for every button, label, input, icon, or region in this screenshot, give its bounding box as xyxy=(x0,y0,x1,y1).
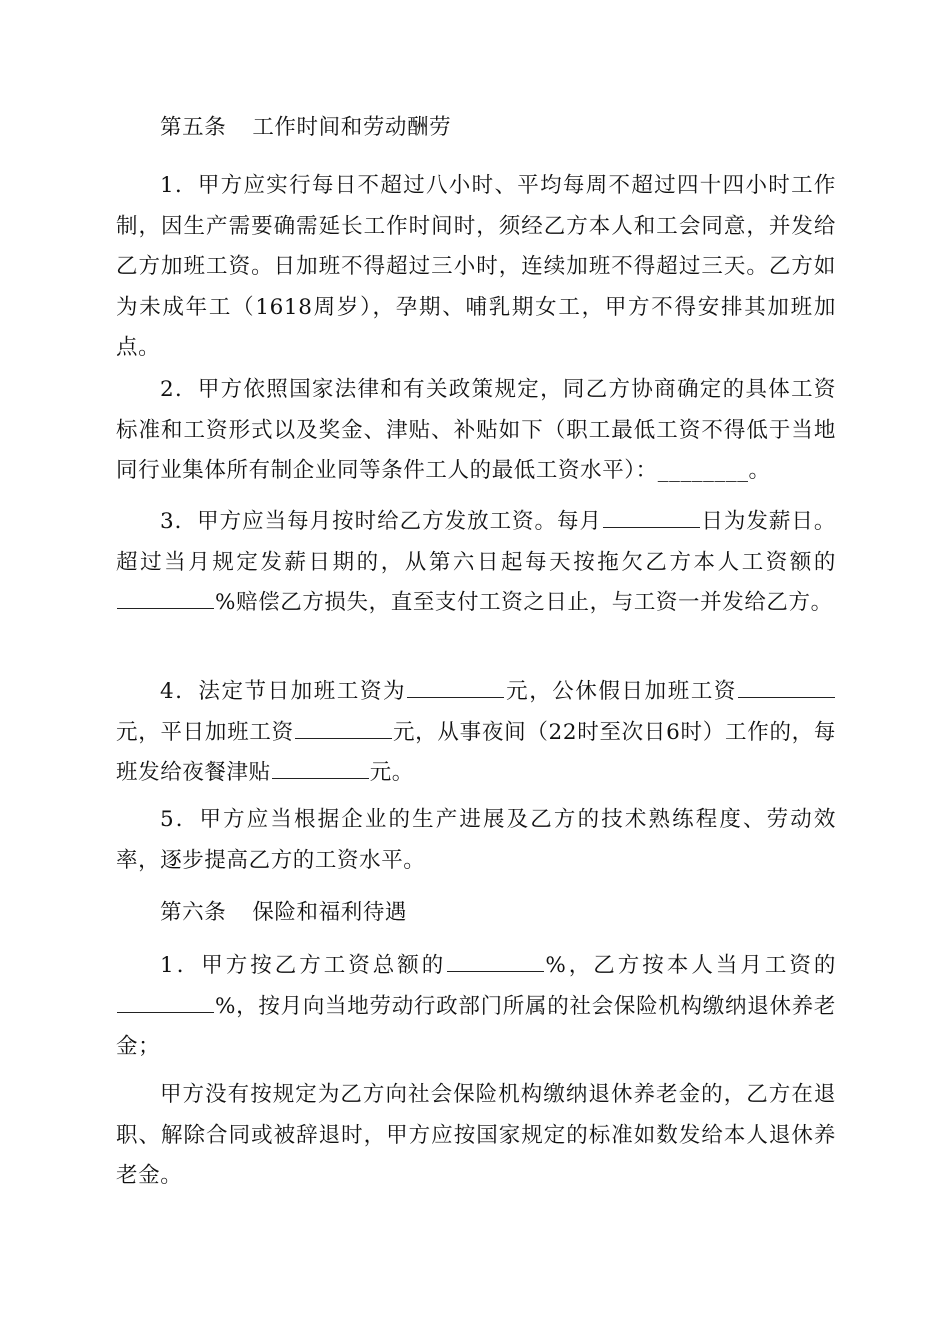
article-5-heading xyxy=(160,108,451,148)
weekend-overtime-blank[interactable] xyxy=(738,676,835,699)
penalty-rate-blank[interactable] xyxy=(117,587,214,610)
article-5-item-4 xyxy=(116,672,836,794)
article-5-item-4-part-a: 4．法定节日加班工资为 xyxy=(160,679,407,704)
article-6-item-1 xyxy=(116,946,836,1068)
article-5-number: 第五条 xyxy=(160,115,227,140)
article-5-item-3-part-b: 日为发薪日。超过当月规定发薪日期的，从第六日起每天按拖欠乙方本人工资额的 xyxy=(116,509,836,575)
night-meal-allowance-blank[interactable] xyxy=(272,757,369,780)
article-5-item-3-part-c: %赔偿乙方损失，直至支付工资之日止，与工资一并发给乙方。 xyxy=(215,590,833,615)
article-5-item-4-part-b: 元，公休假日加班工资 xyxy=(505,679,737,704)
article-5-item-4-part-c: 元，平日加班工资 xyxy=(116,719,294,745)
employee-pension-rate-blank[interactable] xyxy=(117,990,214,1013)
article-5-item-4-part-d: 元，从事夜间（22时至次日6时）工作的，每班发给夜餐津贴 xyxy=(116,719,837,785)
payday-blank[interactable] xyxy=(603,506,700,529)
article-5-item-1: 1．甲方应实行每日不超过八小时、平均每周不超过四十四小时工作制，因生产需要确需延长工作时间时，须经乙方本人和工会同意，并发给乙方加班工资。日加班不得超过三小时，连续加班不得超过三天。乙方如为未成年工（1618周岁），孕期、哺乳期女工，甲方不得安排其加班加点。 xyxy=(116,173,836,360)
article-6-note: 甲方没有按规定为乙方向社会保险机构缴纳退休养老金的，乙方在退职、解除合同或被辞退时，甲方应按国家规定的标准如数发给本人退休养老金。 xyxy=(116,1082,836,1188)
article-6-item-1-part-c: %，按月向当地劳动行政部门所属的社会保险机构缴纳退休养老金； xyxy=(116,993,836,1059)
article-5-item-2: 2．甲方依照国家法律和有关政策规定，同乙方协商确定的具体工资标准和工资形式以及奖金、津贴、补贴如下（职工最低工资不得低于当地同行业集体所有制企业同等条件工人的最低工资水平）：________。 xyxy=(116,377,836,483)
article-6-item-1-part-a: 1．甲方按乙方工资总额的 xyxy=(160,953,447,978)
employer-pension-rate-blank[interactable] xyxy=(447,950,544,973)
article-5-item-5: 5．甲方应当根据企业的生产进展及乙方的技术熟练程度、劳动效率，逐步提高乙方的工资水平。 xyxy=(116,807,836,873)
article-5-item-4-part-e: 元。 xyxy=(369,760,414,785)
article-6-title: 保险和福利待遇 xyxy=(252,900,408,925)
article-6-heading xyxy=(160,893,407,933)
article-6-item-1-part-b: %，乙方按本人当月工资的 xyxy=(545,953,836,978)
article-6-number: 第六条 xyxy=(160,900,227,925)
article-5-item-3-part-a: 3．甲方应当每月按时给乙方发放工资。每月 xyxy=(160,509,603,534)
article-5-title: 工作时间和劳动酬劳 xyxy=(252,115,452,140)
weekday-overtime-blank[interactable] xyxy=(295,716,392,739)
holiday-overtime-blank[interactable] xyxy=(407,676,504,699)
article-5-item-3 xyxy=(116,502,836,624)
